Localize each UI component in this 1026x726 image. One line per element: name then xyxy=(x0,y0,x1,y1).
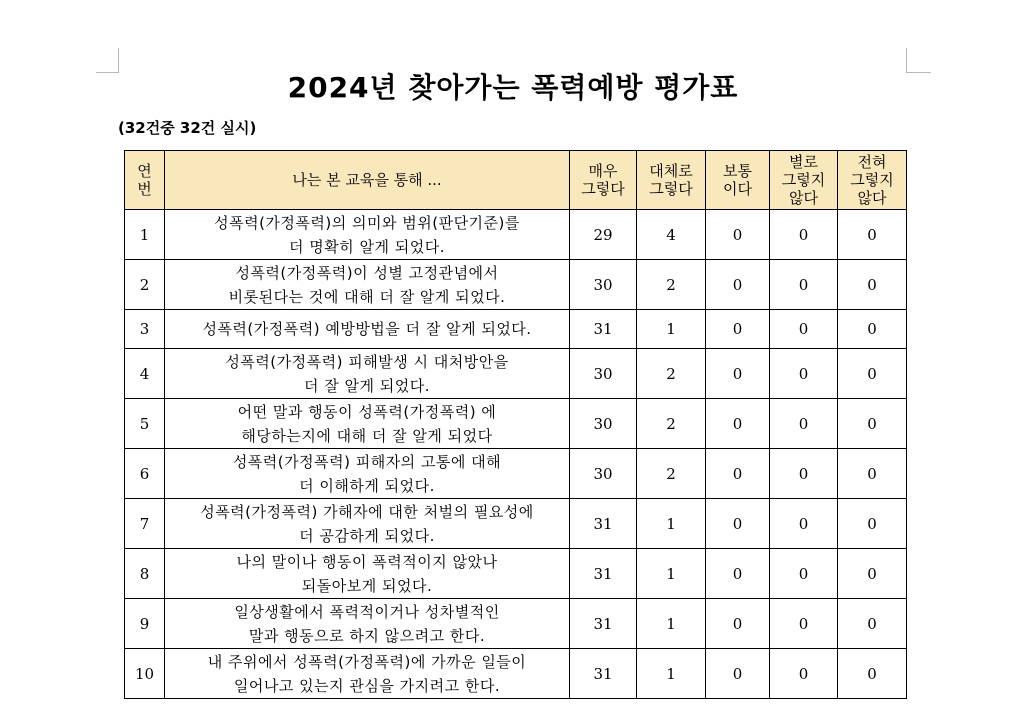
header-strongly-disagree: 전혀 그렇지 않다 xyxy=(838,151,907,210)
statement-line: 더 이해하게 되었다. xyxy=(299,476,435,495)
cell-neutral: 0 xyxy=(706,449,770,499)
statement-line: 되돌아보게 되었다. xyxy=(301,576,433,595)
statement-line: 성폭력(가정폭력) 피해자의 고통에 대해 xyxy=(232,452,502,471)
cell-strongly-agree: 31 xyxy=(570,310,637,349)
row-number: 1 xyxy=(125,210,165,260)
table-row xyxy=(125,399,907,449)
cell-neutral: 0 xyxy=(706,349,770,399)
statement-line: 어떤 말과 행동이 성폭력(가정폭력) 에 xyxy=(237,402,497,421)
document-title: 2024년 찾아가는 폭력예방 평가표 xyxy=(287,71,739,104)
cell-strongly-disagree: 0 xyxy=(838,599,907,649)
row-number: 10 xyxy=(125,649,165,699)
row-statement xyxy=(165,649,570,699)
cell-strongly-disagree: 0 xyxy=(838,499,907,549)
cell-disagree: 0 xyxy=(770,549,838,599)
cell-agree: 2 xyxy=(637,399,706,449)
cell-agree: 1 xyxy=(637,549,706,599)
cell-strongly-agree: 30 xyxy=(570,449,637,499)
statement-line: 성폭력(가정폭력) 피해발생 시 대처방안을 xyxy=(225,352,509,371)
table-row xyxy=(125,649,907,699)
statement-line: 성폭력(가정폭력)이 성별 고정관념에서 xyxy=(235,263,499,282)
row-statement xyxy=(165,499,570,549)
table-row xyxy=(125,599,907,649)
row-number: 7 xyxy=(125,499,165,549)
statement-line: 더 잘 알게 되었다. xyxy=(303,376,430,395)
statement-line: 성폭력(가정폭력) 예방방법을 더 잘 알게 되었다. xyxy=(202,320,532,338)
statement-line: 나의 말이나 행동이 폭력적이지 않았나 xyxy=(236,552,498,571)
cell-agree: 2 xyxy=(637,349,706,399)
row-number: 3 xyxy=(125,310,165,349)
row-number: 5 xyxy=(125,399,165,449)
cell-agree: 1 xyxy=(637,499,706,549)
statement-line: 일어나고 있는지 관심을 가지려고 한다. xyxy=(233,676,501,695)
cell-neutral: 0 xyxy=(706,549,770,599)
cell-strongly-agree: 30 xyxy=(570,399,637,449)
cell-strongly-agree: 31 xyxy=(570,649,637,699)
cell-strongly-disagree: 0 xyxy=(838,449,907,499)
cell-strongly-agree: 31 xyxy=(570,499,637,549)
row-number: 2 xyxy=(125,260,165,310)
row-statement xyxy=(165,549,570,599)
cell-disagree: 0 xyxy=(770,599,838,649)
statement-line: 비롯된다는 것에 대해 더 잘 알게 되었다. xyxy=(228,287,506,306)
statement-line: 성폭력(가정폭력)의 의미와 범위(판단기준)를 xyxy=(214,213,520,232)
header-agree: 대체로 그렇다 xyxy=(637,151,706,210)
table-row xyxy=(125,310,907,349)
statement-line: 해당하는지에 대해 더 잘 알게 되었다 xyxy=(241,426,493,445)
table-row xyxy=(125,260,907,310)
evaluation-table xyxy=(124,150,907,699)
row-statement xyxy=(165,260,570,310)
cell-strongly-disagree: 0 xyxy=(838,349,907,399)
cell-disagree: 0 xyxy=(770,499,838,549)
row-statement xyxy=(165,599,570,649)
cell-strongly-disagree: 0 xyxy=(838,310,907,349)
document-subtitle: (32건중 32건 실시) xyxy=(118,119,257,137)
cell-strongly-agree: 30 xyxy=(570,349,637,399)
cell-agree: 2 xyxy=(637,260,706,310)
statement-line: 더 공감하게 되었다. xyxy=(299,526,435,545)
statement-line: 더 명확히 알게 되었다. xyxy=(289,237,445,256)
table-header-row xyxy=(125,151,907,210)
cell-disagree: 0 xyxy=(770,210,838,260)
row-statement xyxy=(165,349,570,399)
header-neutral: 보통 이다 xyxy=(706,151,770,210)
cell-disagree: 0 xyxy=(770,349,838,399)
header-number: 연 번 xyxy=(125,151,165,210)
table-row xyxy=(125,449,907,499)
cell-neutral: 0 xyxy=(706,649,770,699)
header-statement: 나는 본 교육을 통해 ... xyxy=(165,151,570,210)
row-statement xyxy=(165,310,570,349)
cell-neutral: 0 xyxy=(706,499,770,549)
table-row xyxy=(125,210,907,260)
row-number: 6 xyxy=(125,449,165,499)
cell-disagree: 0 xyxy=(770,449,838,499)
cell-disagree: 0 xyxy=(770,310,838,349)
cell-agree: 4 xyxy=(637,210,706,260)
row-number: 9 xyxy=(125,599,165,649)
cell-agree: 1 xyxy=(637,649,706,699)
cell-strongly-agree: 31 xyxy=(570,549,637,599)
cell-agree: 2 xyxy=(637,449,706,499)
cell-neutral: 0 xyxy=(706,310,770,349)
table-body xyxy=(125,210,907,699)
cell-strongly-agree: 29 xyxy=(570,210,637,260)
row-statement xyxy=(165,449,570,499)
cell-agree: 1 xyxy=(637,599,706,649)
table-row xyxy=(125,499,907,549)
statement-line: 성폭력(가정폭력) 가해자에 대한 처벌의 필요성에 xyxy=(200,502,534,521)
row-number: 4 xyxy=(125,349,165,399)
cell-strongly-disagree: 0 xyxy=(838,649,907,699)
cell-disagree: 0 xyxy=(770,399,838,449)
cell-strongly-disagree: 0 xyxy=(838,260,907,310)
row-number: 8 xyxy=(125,549,165,599)
table-row xyxy=(125,549,907,599)
header-strongly-agree: 매우 그렇다 xyxy=(570,151,637,210)
cell-strongly-agree: 31 xyxy=(570,599,637,649)
cell-strongly-agree: 30 xyxy=(570,260,637,310)
statement-line: 말과 행동으로 하지 않으려고 한다. xyxy=(248,626,486,645)
statement-line: 내 주위에서 성폭력(가정폭력)에 가까운 일들이 xyxy=(207,652,527,671)
cell-disagree: 0 xyxy=(770,260,838,310)
cell-agree: 1 xyxy=(637,310,706,349)
table-row xyxy=(125,349,907,399)
cell-strongly-disagree: 0 xyxy=(838,549,907,599)
cell-neutral: 0 xyxy=(706,599,770,649)
cell-disagree: 0 xyxy=(770,649,838,699)
header-disagree: 별로 그렇지 않다 xyxy=(770,151,838,210)
row-statement xyxy=(165,210,570,260)
statement-line: 일상생활에서 폭력적이거나 성차별적인 xyxy=(234,602,500,621)
cell-strongly-disagree: 0 xyxy=(838,210,907,260)
cell-neutral: 0 xyxy=(706,260,770,310)
cell-strongly-disagree: 0 xyxy=(838,399,907,449)
cell-neutral: 0 xyxy=(706,210,770,260)
row-statement xyxy=(165,399,570,449)
cell-neutral: 0 xyxy=(706,399,770,449)
